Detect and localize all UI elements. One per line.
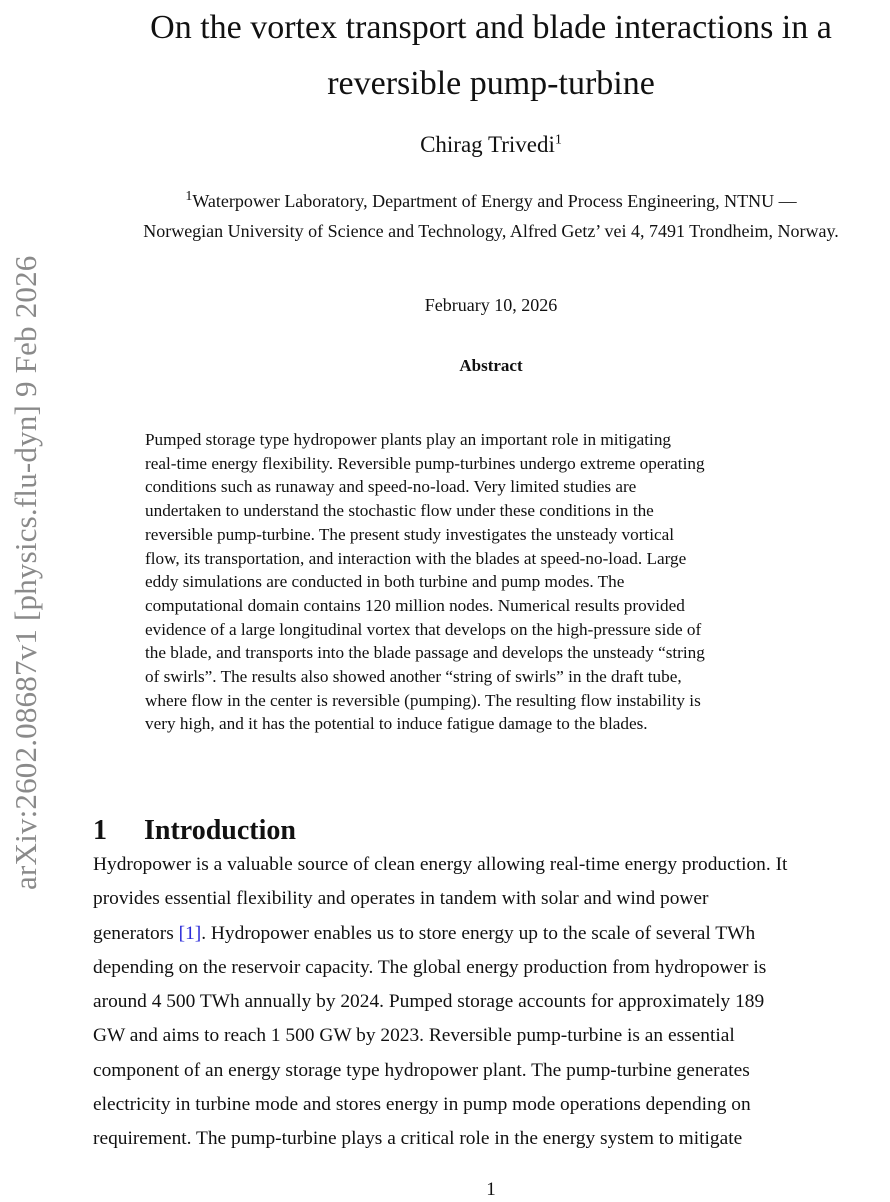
abstract-line: computational domain contains 120 million nodes. Numerical results provided	[145, 595, 685, 615]
author-line	[92, 131, 890, 159]
affiliation-marker: 1	[185, 189, 193, 204]
intro-line-4: depending on the reservoir capacity. The global energy production from hydropower is	[93, 956, 767, 978]
affiliation-line-1	[92, 186, 890, 216]
publication-date: February 10, 2026	[424, 295, 558, 315]
abstract-line: the blade, and transports into the blade passage and develops the unsteady “string	[145, 643, 705, 663]
intro-line-3-end: . Hydropower enables us to store energy up to the scale of several TWh	[201, 922, 756, 944]
affiliation-line-2: Norwegian University of Science and Technology, Alfred Getz’ vei 4, 7491 Trondheim, Norway.	[143, 221, 839, 241]
intro-line-8: electricity in turbine mode and stores energy in pump mode operations depending on	[93, 1094, 751, 1116]
introduction-paragraph	[93, 848, 890, 1157]
section-number: 1	[93, 815, 107, 847]
intro-line-3-start: generators	[93, 922, 179, 944]
intro-line-1: Hydropower is a valuable source of clean energy allowing real-time energy production. It	[93, 854, 788, 875]
intro-line-9: requirement. The pump-turbine plays a critical role in the energy system to mitigate	[93, 1128, 743, 1150]
paper-title	[92, 0, 890, 112]
abstract-line: reversible pump-turbine. The present study investigates the unsteady vortical	[145, 524, 675, 544]
abstract-line: of swirls”. The results also showed another “string of swirls” in the draft tube,	[145, 667, 682, 687]
intro-line-5: around 4 500 TWh annually by 2024. Pumped storage accounts for approximately 189	[93, 991, 765, 1013]
intro-line-3	[93, 917, 890, 951]
intro-line-6: GW and aims to reach 1 500 GW by 2023. Reversible pump-turbine is an essential	[93, 1025, 735, 1047]
intro-line-7: component of an energy storage type hydropower plant. The pump-turbine generates	[93, 1059, 750, 1081]
abstract-line: eddy simulations are conducted in both turbine and pump modes. The	[145, 572, 625, 592]
abstract-line: conditions such as runaway and speed-no-load. Very limited studies are	[145, 477, 637, 497]
section-heading-introduction	[93, 811, 296, 851]
abstract-line: real-time energy flexibility. Reversible pump-turbines undergo extreme operating	[145, 453, 705, 473]
title-line-1: On the vortex transport and blade interactions in a	[150, 9, 832, 46]
arxiv-identifier-stamp: arXiv:2602.08687v1 [physics.flu-dyn] 9 Feb 2026	[8, 255, 43, 890]
abstract-line: evidence of a large longitudinal vortex that develops on the high-pressure side of	[145, 619, 702, 639]
abstract-body	[145, 428, 845, 736]
affiliation	[92, 186, 890, 246]
author-name: Chirag Trivedi	[420, 132, 555, 157]
section-title: Introduction	[144, 815, 296, 847]
abstract-line: very high, and it has the potential to induce fatigue damage to the blades.	[145, 714, 648, 734]
page-number: 1	[486, 1179, 496, 1200]
affiliation-text-1: Waterpower Laboratory, Department of Energy and Process Engineering, NTNU —	[192, 191, 797, 211]
author-affiliation-marker: 1	[554, 132, 562, 148]
abstract-line: undertaken to understand the stochastic flow under these conditions in the	[145, 501, 654, 521]
abstract-heading: Abstract	[459, 356, 523, 375]
citation-link[interactable]: [1]	[178, 922, 202, 944]
title-line-2: reversible pump-turbine	[327, 65, 655, 102]
abstract-line: where flow in the center is reversible (pumping). The resulting flow instability is	[145, 690, 701, 710]
abstract-line: Pumped storage type hydropower plants play an important role in mitigating	[145, 430, 672, 449]
intro-line-2: provides essential flexibility and operates in tandem with solar and wind power	[93, 888, 709, 910]
abstract-line: flow, its transportation, and interaction with the blades at speed-no-load. Large	[145, 548, 687, 568]
